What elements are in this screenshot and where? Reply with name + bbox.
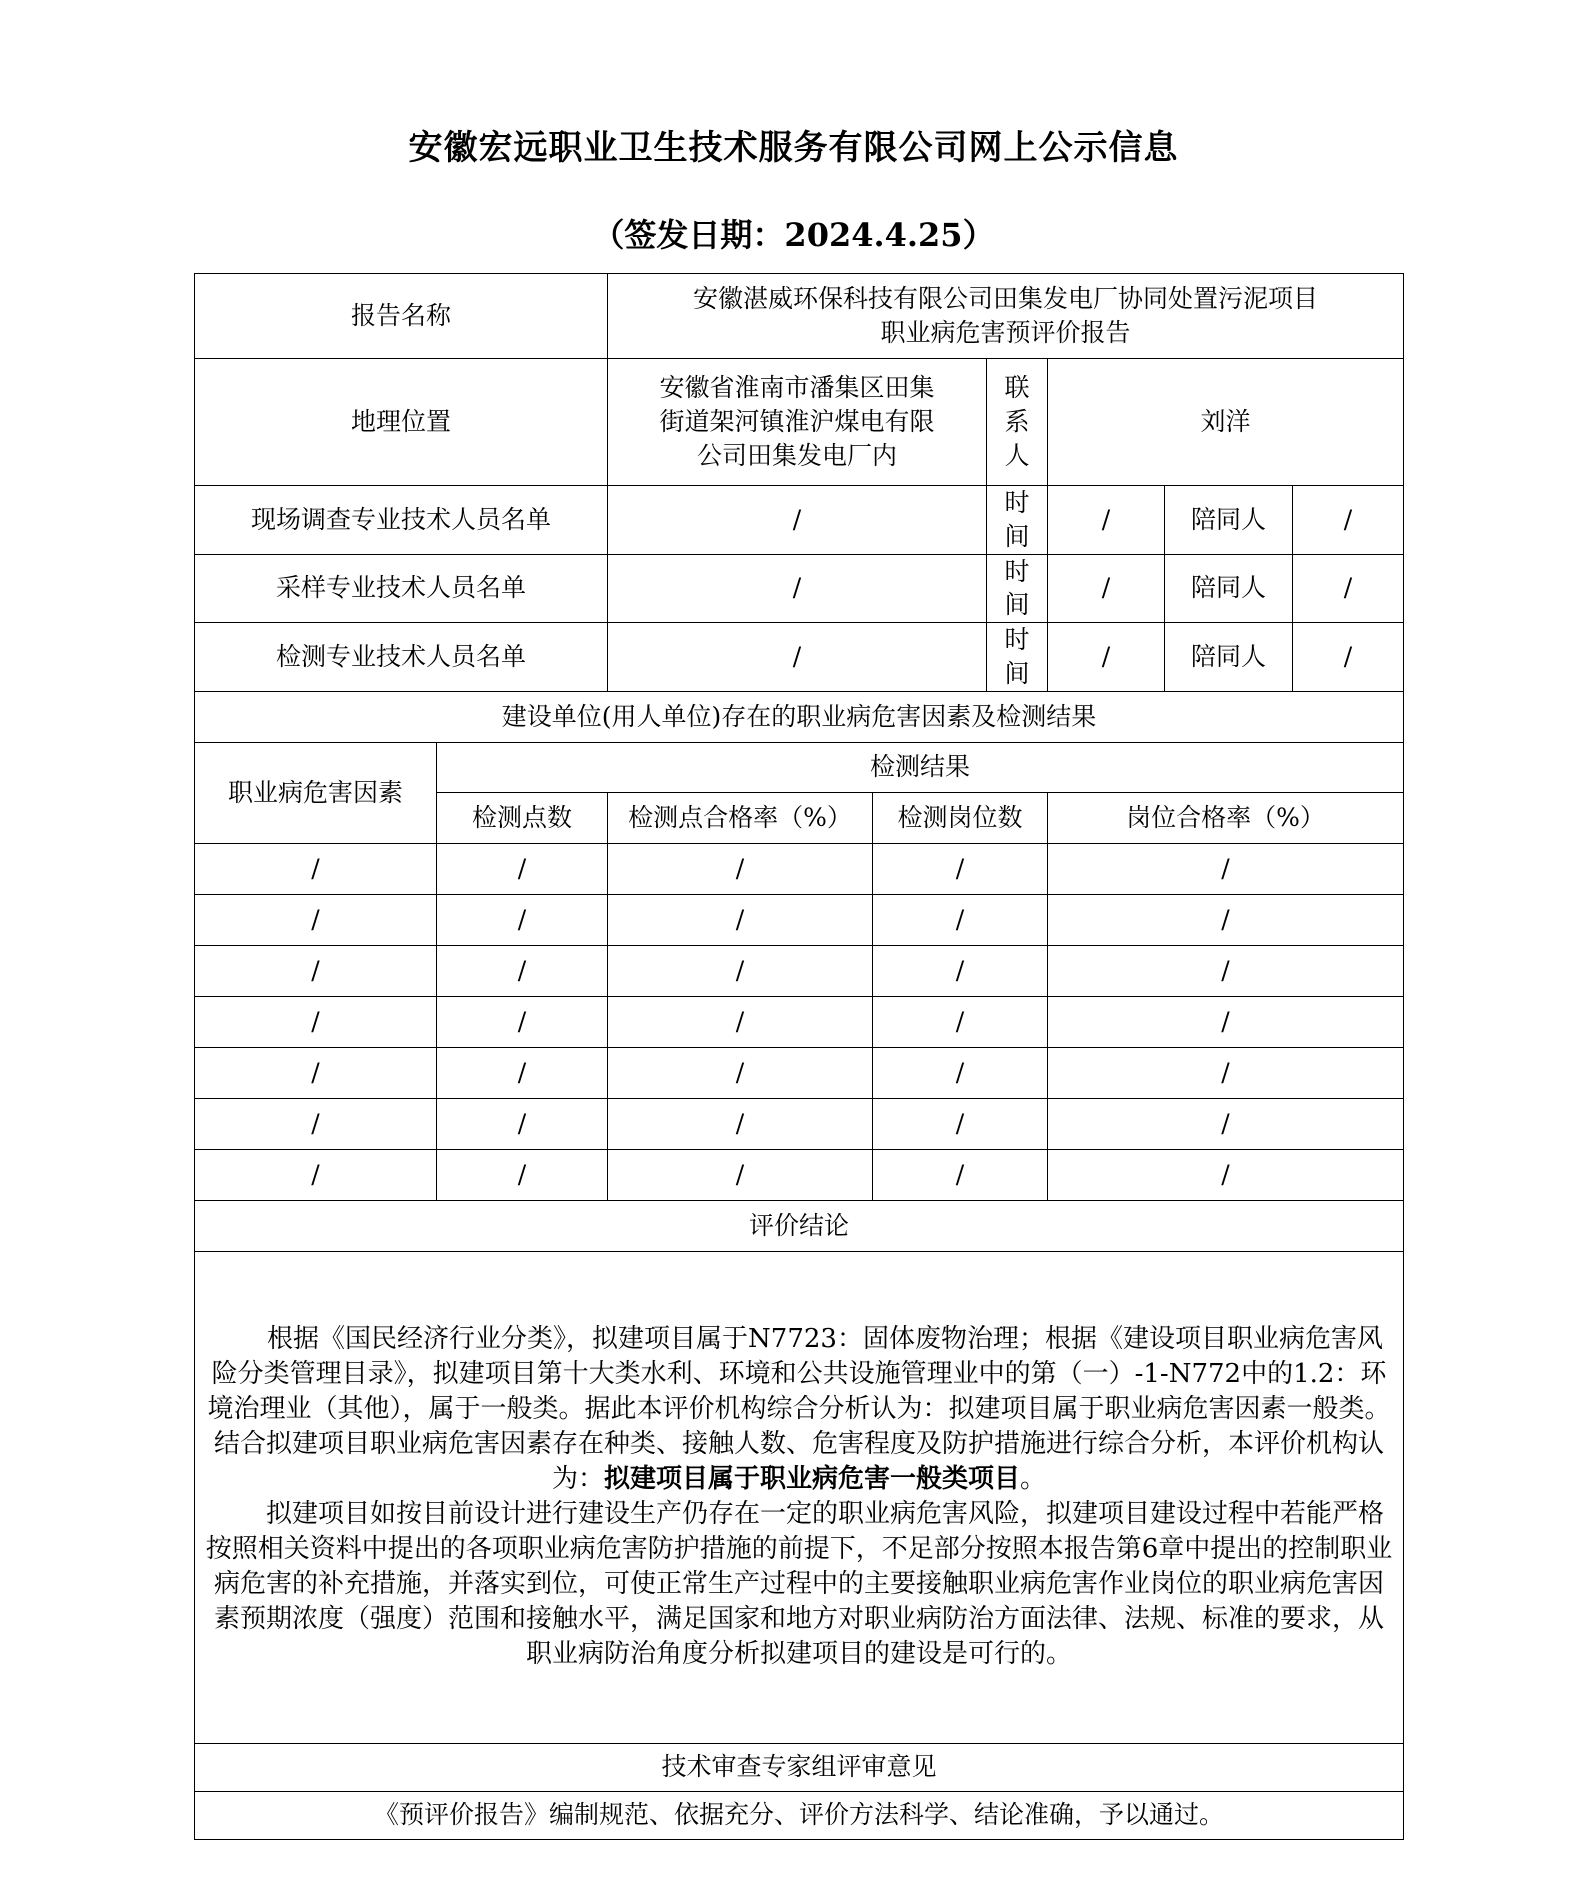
report-name-label: 报告名称 — [195, 274, 608, 359]
point-count: / — [437, 1149, 608, 1200]
col-header-posts: 检测岗位数 — [873, 792, 1048, 843]
contact-value: 刘洋 — [1048, 359, 1404, 486]
point-rate: / — [608, 1149, 873, 1200]
table-row — [195, 1098, 1404, 1149]
report-name-line1: 安徽湛威环保科技有限公司田集发电厂协同处置污泥项目 — [693, 284, 1319, 314]
hazard-factor: / — [195, 1098, 437, 1149]
table-row — [195, 1047, 1404, 1098]
hazard-factor: / — [195, 843, 437, 894]
point-count: / — [437, 843, 608, 894]
staff-row — [195, 486, 1404, 555]
staff-time: / — [1048, 554, 1165, 623]
hazard-factor: / — [195, 894, 437, 945]
post-rate: / — [1048, 996, 1404, 1047]
staff-companion-label: 陪同人 — [1165, 554, 1293, 623]
staff-names: / — [608, 623, 987, 692]
staff-companion: / — [1293, 554, 1404, 623]
table-row — [195, 1149, 1404, 1200]
disclosure-table — [194, 273, 1404, 1840]
conclusion-paragraph-2: 拟建项目如按目前设计进行建设生产仍存在一定的职业病危害风险，拟建项目建设过程中若能严格按照相关资料中提出的各项职业病危害防护措施的前提下，不足部分按照本报告第6章中提出的控制职业病危害的补充措施，并落实到位，可使正常生产过程中的主要接触职业病危害作业岗位的职业病危害因素预期浓度（强度）范围和接触水平，满足国家和地方对职业病防治方面法律、法规、标准的要求，从职业病防治角度分析拟建项目的建设是可行的。 — [205, 1499, 1393, 1670]
point-count: / — [437, 1098, 608, 1149]
hazard-factor-header: 职业病危害因素 — [195, 742, 437, 843]
conclusion-title: 评价结论 — [195, 1200, 1404, 1251]
review-opinion: 《预评价报告》编制规范、依据充分、评价方法科学、结论准确，予以通过。 — [195, 1791, 1404, 1839]
report-name-line2: 职业病危害预评价报告 — [880, 318, 1131, 347]
location-label: 地理位置 — [195, 359, 608, 486]
point-rate: / — [608, 1098, 873, 1149]
point-rate: / — [608, 945, 873, 996]
post-rate: / — [1048, 1098, 1404, 1149]
staff-time-label: 时间 — [987, 554, 1048, 623]
staff-label: 采样专业技术人员名单 — [195, 554, 608, 623]
hazards-section-title: 建设单位(用人单位)存在的职业病危害因素及检测结果 — [195, 691, 1404, 742]
point-rate: / — [608, 996, 873, 1047]
hazard-factor: / — [195, 1149, 437, 1200]
conclusion-p1-bold: 拟建项目属于职业病危害一般类项目 — [604, 1463, 1021, 1494]
post-rate: / — [1048, 1149, 1404, 1200]
staff-label: 现场调查专业技术人员名单 — [195, 486, 608, 555]
table-row — [195, 945, 1404, 996]
post-rate: / — [1048, 1047, 1404, 1098]
hazard-factor: / — [195, 1047, 437, 1098]
col-header-points: 检测点数 — [437, 792, 608, 843]
staff-companion-label: 陪同人 — [1165, 486, 1293, 555]
table-row — [195, 894, 1404, 945]
point-rate: / — [608, 843, 873, 894]
col-header-points-rate: 检测点合格率（%） — [608, 792, 873, 843]
post-count: / — [873, 1047, 1048, 1098]
location-value — [608, 359, 987, 486]
point-rate: / — [608, 1047, 873, 1098]
staff-label: 检测专业技术人员名单 — [195, 623, 608, 692]
point-count: / — [437, 894, 608, 945]
location-line2: 街道架河镇淮沪煤电有限 — [659, 407, 935, 437]
staff-companion: / — [1293, 623, 1404, 692]
post-rate: / — [1048, 843, 1404, 894]
results-header: 检测结果 — [437, 742, 1404, 792]
staff-time: / — [1048, 623, 1165, 692]
post-rate: / — [1048, 894, 1404, 945]
staff-names: / — [608, 486, 987, 555]
table-row — [195, 843, 1404, 894]
page-title: 安徽宏远职业卫生技术服务有限公司网上公示信息 — [408, 128, 1179, 168]
conclusion-p1-text: 根据《国民经济行业分类》，拟建项目属于N7723：固体废物治理；根据《建设项目职业病危害风险分类管理目录》，拟建项目第十大类水利、环境和公共设施管理业中的第（一）-1-N772中的1.2：环境治理业（其他），属于一般类。据此本评价机构综合分析认为：拟建项目属于职业病危害因素一般类。结合拟建项目职业病危害因素存在种类、接触人数、危害程度及防护措施进行综合分析，本评价机构认为： — [207, 1323, 1391, 1494]
post-count: / — [873, 1098, 1048, 1149]
staff-time-label: 时间 — [987, 623, 1048, 692]
post-count: / — [873, 843, 1048, 894]
conclusion-body — [195, 1251, 1404, 1743]
staff-time-label: 时间 — [987, 486, 1048, 555]
staff-companion-label: 陪同人 — [1165, 623, 1293, 692]
point-count: / — [437, 945, 608, 996]
conclusion-p1-end: 。 — [1020, 1463, 1047, 1494]
staff-companion: / — [1293, 486, 1404, 555]
issue-date: （签发日期：2024.4.25） — [592, 216, 995, 254]
review-title: 技术审查专家组评审意见 — [195, 1743, 1404, 1791]
post-count: / — [873, 1149, 1048, 1200]
post-count: / — [873, 996, 1048, 1047]
point-count: / — [437, 1047, 608, 1098]
staff-names: / — [608, 554, 987, 623]
location-line3: 公司田集发电厂内 — [697, 440, 898, 470]
staff-row — [195, 623, 1404, 692]
staff-time: / — [1048, 486, 1165, 555]
post-count: / — [873, 945, 1048, 996]
point-count: / — [437, 996, 608, 1047]
col-header-posts-rate: 岗位合格率（%） — [1048, 792, 1404, 843]
post-rate: / — [1048, 945, 1404, 996]
contact-label: 联系人 — [987, 359, 1048, 486]
post-count: / — [873, 894, 1048, 945]
staff-row — [195, 554, 1404, 623]
location-line1: 安徽省淮南市潘集区田集 — [659, 373, 935, 403]
report-name-cell — [608, 274, 1404, 359]
hazard-factor: / — [195, 945, 437, 996]
point-rate: / — [608, 894, 873, 945]
conclusion-paragraph-1 — [203, 1322, 1395, 1497]
table-row — [195, 996, 1404, 1047]
hazard-factor: / — [195, 996, 437, 1047]
